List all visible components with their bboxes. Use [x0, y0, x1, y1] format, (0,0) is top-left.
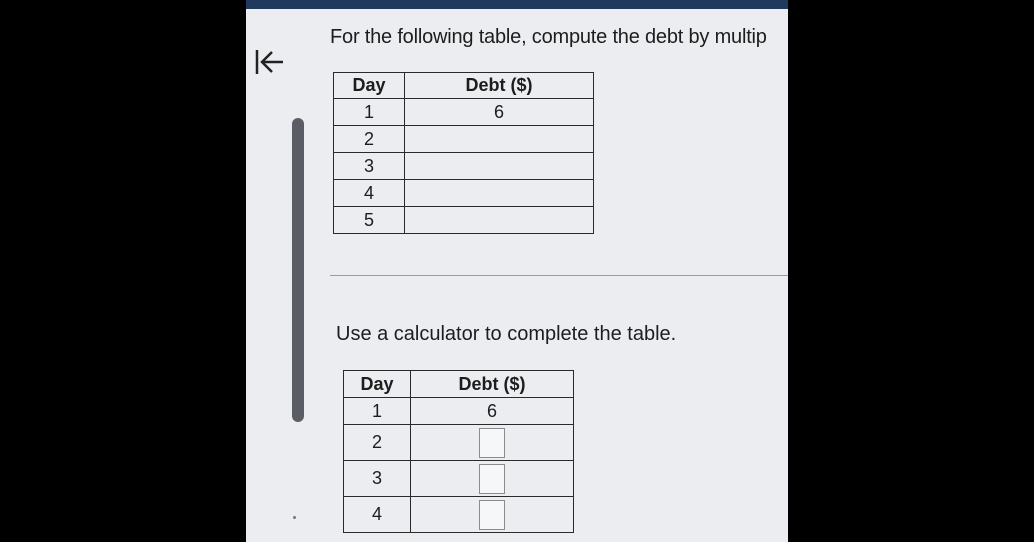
day-cell: 4: [334, 180, 405, 207]
table-row: [344, 461, 574, 497]
debt-cell: [405, 153, 594, 180]
day-cell: 2: [344, 425, 411, 461]
table-row: [344, 398, 574, 425]
table-row: [334, 153, 594, 180]
section-divider: [330, 275, 788, 276]
dot-indicator: [293, 516, 296, 519]
debt-cell: 6: [405, 99, 594, 126]
column-header-day: Day: [344, 371, 411, 398]
debt-answer-input[interactable]: [479, 500, 505, 530]
day-cell: 1: [344, 398, 411, 425]
collapse-left-icon[interactable]: [252, 44, 286, 80]
debt-cell: [405, 180, 594, 207]
table-row: [344, 497, 574, 533]
table-row: [334, 126, 594, 153]
debt-answer-cell: [411, 497, 574, 533]
instruction-text: Use a calculator to complete the table.: [336, 323, 677, 345]
day-cell: 2: [334, 126, 405, 153]
column-header-debt: Debt ($): [411, 371, 574, 398]
debt-cell: [405, 126, 594, 153]
day-cell: 3: [344, 461, 411, 497]
answer-debt-table: [343, 370, 574, 533]
scrollbar[interactable]: [292, 118, 304, 422]
top-bar: [246, 0, 788, 9]
table-row: [334, 180, 594, 207]
column-header-day: Day: [334, 73, 405, 99]
table-row: [334, 207, 594, 234]
question-screen: [246, 0, 788, 542]
debt-answer-input[interactable]: [479, 428, 505, 458]
table-row: [344, 425, 574, 461]
day-cell: 5: [334, 207, 405, 234]
question-prompt: For the following table, compute the debt by multip: [330, 26, 767, 48]
table-row: [334, 99, 594, 126]
debt-cell: [405, 207, 594, 234]
day-cell: 3: [334, 153, 405, 180]
debt-answer-input[interactable]: [479, 464, 505, 494]
day-cell: 4: [344, 497, 411, 533]
debt-answer-cell: [411, 425, 574, 461]
given-debt-table: [333, 72, 594, 234]
day-cell: 1: [334, 99, 405, 126]
debt-cell: 6: [411, 398, 574, 425]
debt-answer-cell: [411, 461, 574, 497]
column-header-debt: Debt ($): [405, 73, 594, 99]
